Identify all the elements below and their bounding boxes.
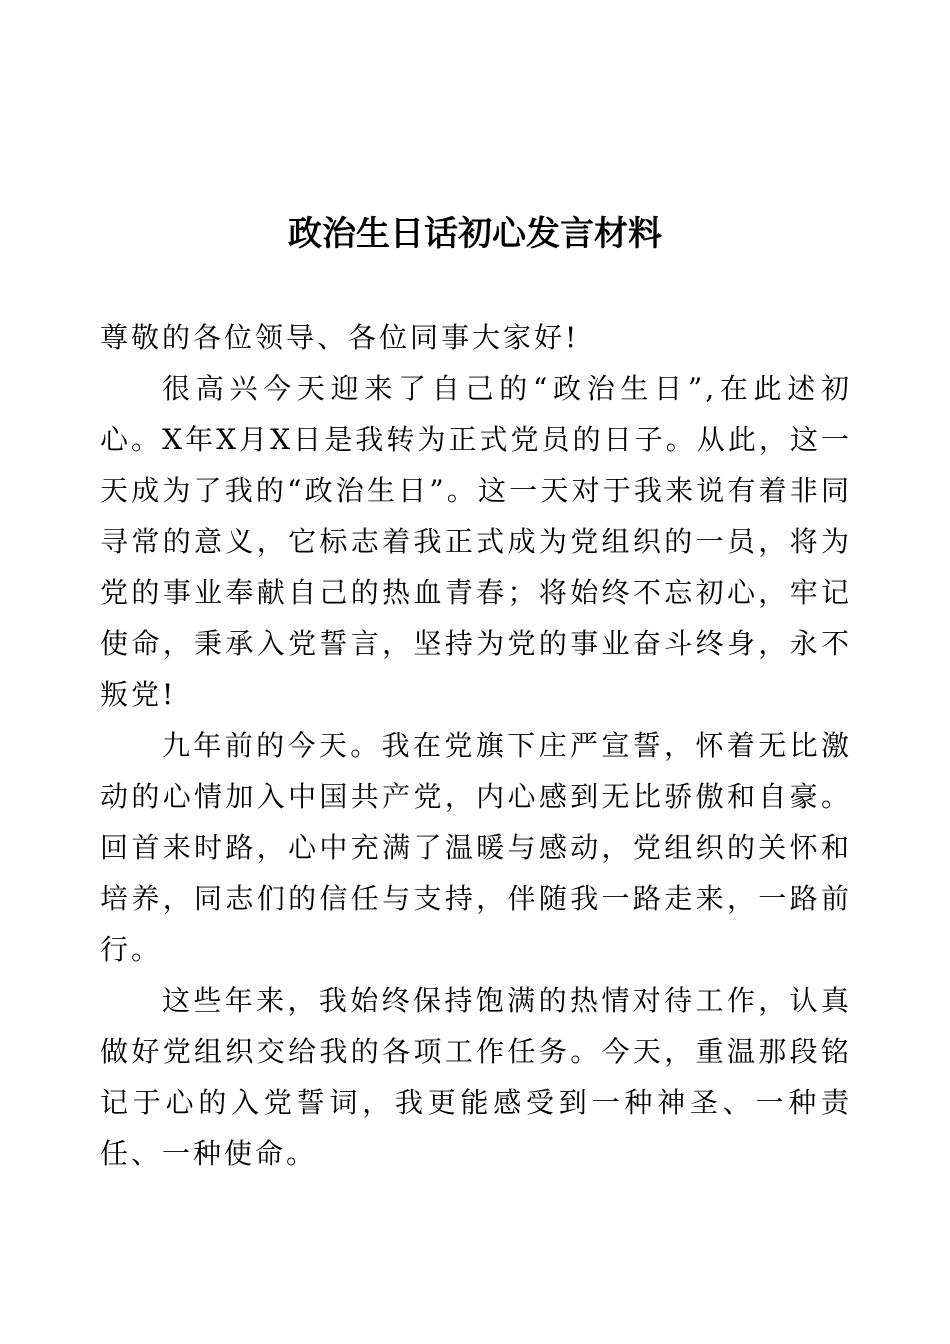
greeting-line: 尊敬的各位领导、各位同事大家好! [100, 321, 580, 354]
paragraph-3: 这些年来，我始终保持饱满的热情对待工作，认真做好党组织交给我的各项工作任务。今天，重温那段铭记于心的入党誓词，我更能感受到一种神圣、一种责任、一种使命。 [100, 984, 852, 1170]
document-title: 政治生日话初心发言材料 [288, 214, 662, 254]
document-body [100, 312, 852, 1179]
paragraph-1: 很高兴今天迎来了自己的“政治生日”,在此述初心。X年X月X日是我转为正式党员的日子。从此，这一天成为了我的“政治生日”。这一天对于我来说有着非同寻常的意义，它标志着我正式成为党组织的一员，将为党的事业奉献自己的热血青春；将始终不忘初心，牢记使命，秉承入党誓言，坚持为党的事业奋斗终身，永不叛党! [100, 372, 852, 711]
paragraph-2: 九年前的今天。我在党旗下庄严宣誓，怀着无比激动的心情加入中国共产党，内心感到无比骄傲和自豪。回首来时路，心中充满了温暖与感动，党组织的关怀和培养，同志们的信任与支持，伴随我一路走来，一路前行。 [100, 729, 852, 966]
